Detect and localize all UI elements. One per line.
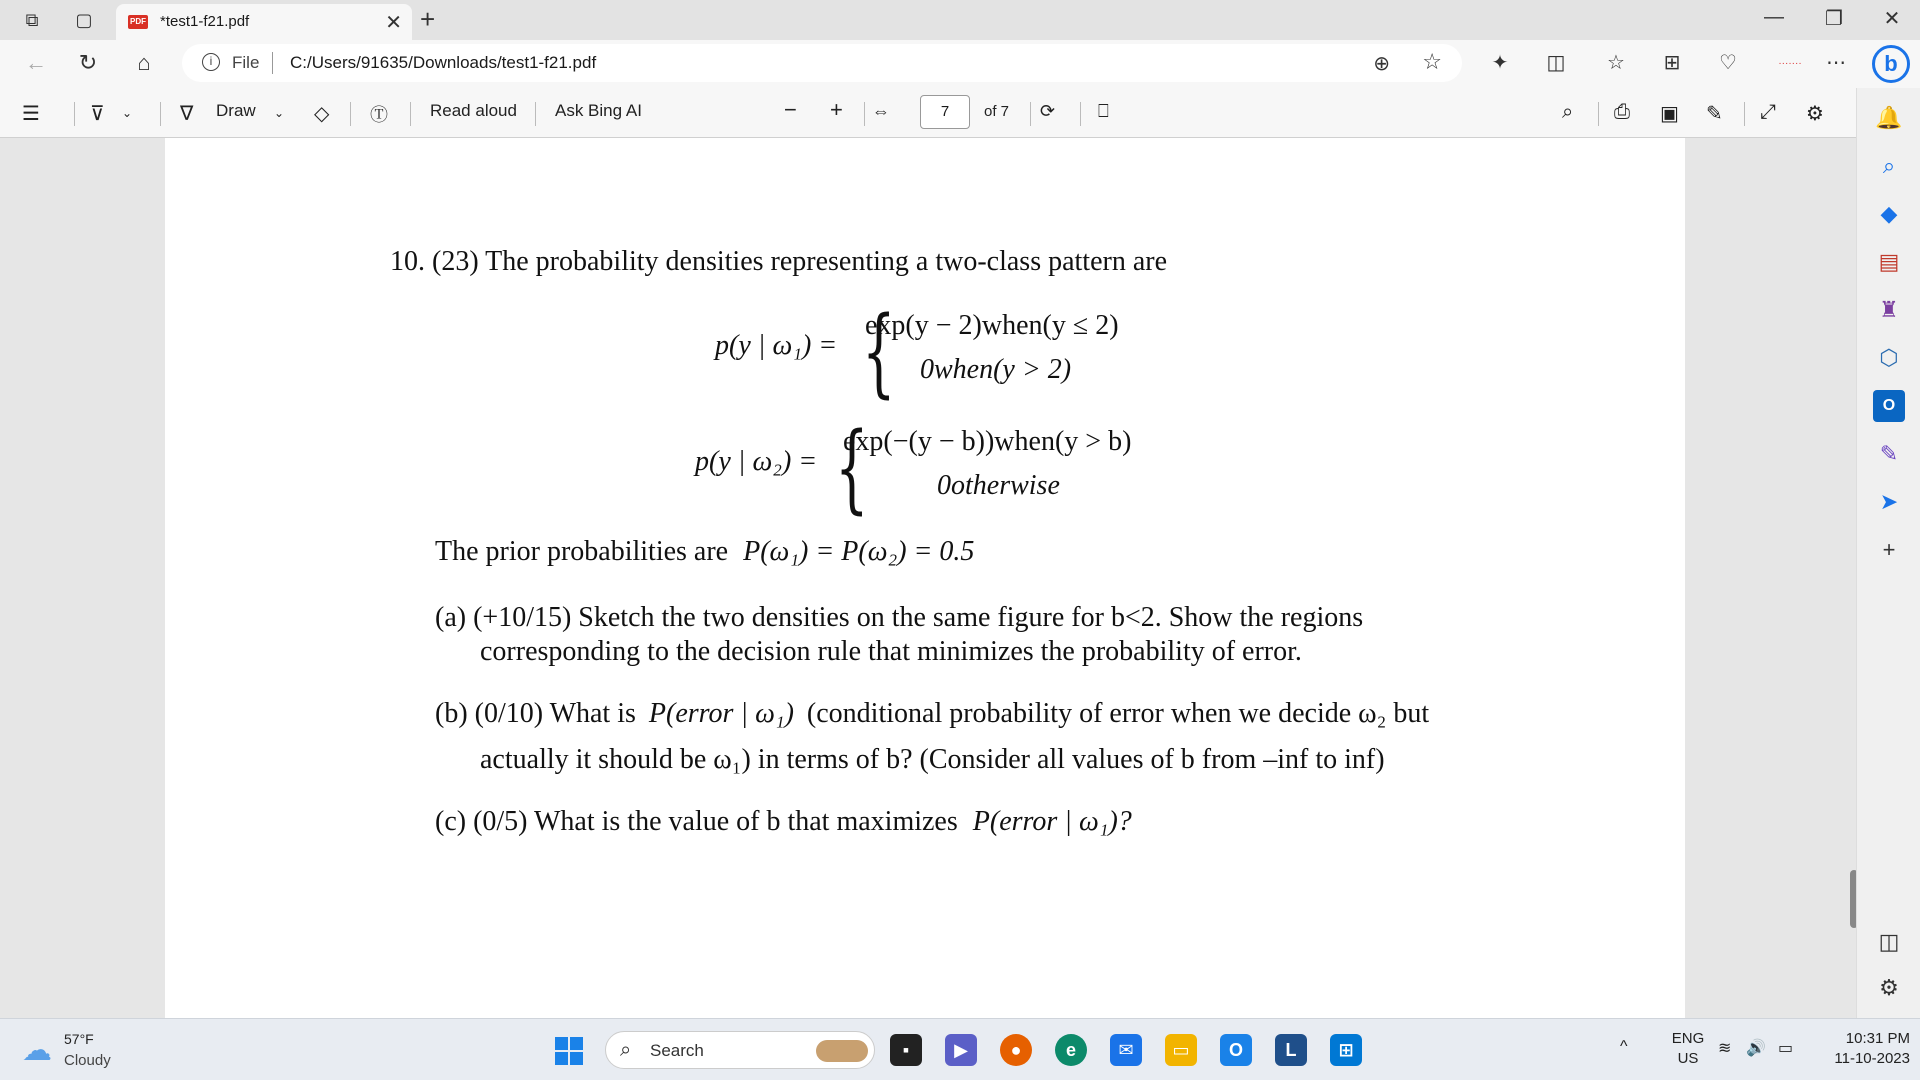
search-icon[interactable]: ⌕	[1562, 101, 1574, 123]
address-row	[0, 40, 1920, 88]
volume-icon[interactable]: 🔊	[1746, 1040, 1766, 1057]
clock-time: 10:31 PM	[1845, 1030, 1910, 1047]
page-view-icon[interactable]: ⎕	[1098, 101, 1109, 121]
pdf-page	[165, 138, 1685, 1018]
language-top: ENG	[1671, 1030, 1705, 1047]
tab-close-icon[interactable]: ✕	[385, 12, 402, 34]
extensions-icon[interactable]: ✦	[1491, 52, 1509, 74]
favorite-star-icon[interactable]: ☆	[1422, 49, 1442, 74]
weather-condition[interactable]: Cloudy	[64, 1052, 111, 1069]
tab-title: *test1-f21.pdf	[160, 13, 250, 30]
pdf-toolbar	[0, 88, 1856, 138]
language-bottom: US	[1677, 1050, 1699, 1067]
battery-icon[interactable]: ▭	[1778, 1040, 1794, 1057]
minimize-icon[interactable]: —	[1764, 6, 1784, 28]
shopping-tag-icon[interactable]: ◆	[1880, 201, 1898, 226]
zoom-in-icon[interactable]: +	[830, 97, 843, 122]
search-icon: ⌕	[620, 1039, 632, 1061]
bing-copilot-icon[interactable]: b	[1872, 45, 1910, 83]
app-o-icon[interactable]: O	[1220, 1034, 1252, 1066]
prior-line	[435, 536, 974, 568]
pdf-file-icon: PDF	[128, 15, 148, 29]
zoom-icon[interactable]: ⊕	[1373, 53, 1390, 75]
eq2-case2: 0otherwise	[937, 470, 1060, 501]
cloud-icon[interactable]: ☁	[22, 1034, 52, 1067]
eq2-brace: {	[835, 412, 869, 524]
part-b-suffix: (conditional probability of error when we decide ω₂ but	[806, 698, 1430, 729]
page-number-input[interactable]: 7	[920, 95, 970, 129]
divider	[535, 102, 536, 126]
collections-icon[interactable]: ⊞	[1663, 52, 1681, 74]
zoom-out-icon[interactable]: −	[784, 97, 797, 122]
windows-start-icon[interactable]	[555, 1037, 583, 1065]
eq1-brace: {	[862, 296, 896, 408]
part-b-math: P(error | ω₁)	[648, 698, 794, 729]
part-c-math: P(error | ω₁)?	[972, 806, 1132, 837]
eraser-icon[interactable]: ◇	[314, 103, 330, 125]
contents-icon[interactable]: ☰	[22, 103, 40, 125]
part-b-line2: actually it should be ω₁) in terms of b? (Consider all values of b from –inf to inf)	[480, 744, 1385, 775]
more-menu-icon[interactable]: ⋯	[1826, 52, 1846, 74]
draw-button[interactable]: Draw	[216, 101, 256, 120]
read-aloud-button[interactable]: Read aloud	[430, 101, 517, 120]
save-as-icon[interactable]: ✎	[1706, 103, 1723, 125]
designer-icon[interactable]: ✎	[1879, 441, 1899, 466]
ask-bing-button[interactable]: Ask Bing AI	[555, 101, 642, 120]
edge-icon[interactable]: e	[1055, 1034, 1087, 1066]
app-l-icon[interactable]: L	[1275, 1034, 1307, 1066]
divider	[1030, 102, 1031, 126]
outlook-icon[interactable]: O	[1873, 390, 1905, 422]
teams-icon[interactable]: ▶	[945, 1034, 977, 1066]
title-bar	[0, 0, 1920, 40]
url-text[interactable]: C:/Users/91635/Downloads/test1-f21.pdf	[290, 53, 597, 72]
refresh-icon[interactable]: ↻	[78, 50, 98, 75]
edge-sidebar	[1856, 88, 1920, 1018]
wifi-icon[interactable]: ≋	[1718, 1040, 1732, 1057]
question-header: 10. (23) The probability densities representing a two-class pattern are	[390, 246, 1168, 277]
part-c-line	[435, 804, 1132, 840]
file-label: File	[232, 53, 260, 72]
divider	[1744, 102, 1745, 126]
send-icon[interactable]: ➤	[1879, 489, 1899, 514]
add-icon[interactable]: +	[1882, 537, 1896, 562]
eq1-lhs: p(y | ω₁) =	[715, 330, 838, 361]
restore-icon[interactable]: ❐	[1825, 8, 1843, 30]
weather-temperature[interactable]: 57°F	[64, 1031, 94, 1047]
rotate-icon[interactable]: ⟳	[1040, 101, 1056, 121]
store-icon[interactable]: ⊞	[1330, 1034, 1362, 1066]
mail-icon[interactable]: ✉	[1110, 1034, 1142, 1066]
part-a-line1: (a) (+10/15) Sketch the two densities on the same figure for b<2. Show the regions	[435, 602, 1364, 633]
divider	[74, 102, 75, 126]
eq2-case1: exp(−(y − b))when(y > b)	[843, 426, 1132, 457]
info-icon[interactable]: i	[202, 53, 220, 71]
home-icon[interactable]: ⌂	[137, 50, 151, 75]
taskbar-search[interactable]	[605, 1031, 875, 1069]
microsoft365-icon[interactable]: ⬡	[1879, 345, 1899, 370]
chevron-up-icon[interactable]: ^	[1620, 1038, 1628, 1055]
document-viewport[interactable]	[0, 138, 1856, 1018]
chevron-down-icon[interactable]: ⌄	[122, 106, 133, 120]
back-icon[interactable]: ←	[25, 50, 47, 75]
search-label: Search	[650, 1041, 704, 1060]
settings-gear-icon[interactable]: ⚙	[1806, 103, 1824, 125]
file-manager-icon[interactable]: ▪	[890, 1034, 922, 1066]
clock[interactable]	[1810, 1029, 1910, 1069]
new-tab-icon[interactable]: +	[420, 4, 436, 34]
language-indicator[interactable]	[1666, 1029, 1710, 1069]
divider	[272, 52, 273, 74]
taskbar	[0, 1018, 1920, 1080]
firefox-icon[interactable]: ●	[1000, 1034, 1032, 1066]
tab-actions-icon[interactable]: ▢	[75, 9, 93, 30]
divider	[864, 102, 865, 126]
chevron-down-icon[interactable]: ⌄	[274, 106, 285, 120]
sidebar-toggle-icon[interactable]: ◫	[1878, 929, 1900, 954]
divider	[1080, 102, 1081, 126]
eq1-case1: exp(y − 2)when(y ≤ 2)	[865, 310, 1119, 341]
text-icon[interactable]: Ⓣ	[370, 105, 388, 125]
profile-icon[interactable]: ·······	[1778, 58, 1802, 69]
favorites-icon[interactable]: ☆	[1607, 52, 1625, 74]
browser-essentials-icon[interactable]: ♡	[1719, 52, 1737, 74]
divider	[1598, 102, 1599, 126]
part-c-prefix: (c) (0/5) What is the value of b that maximizes	[435, 806, 958, 837]
part-b-line1	[435, 696, 1429, 732]
clock-date: 11-10-2023	[1834, 1050, 1910, 1067]
draw-icon[interactable]: ∇	[180, 103, 194, 125]
prior-math: P(ω₁) = P(ω₂) = 0.5	[743, 536, 975, 567]
eq1-case2: 0when(y > 2)	[920, 354, 1072, 385]
prior-text: The prior probabilities are	[435, 536, 729, 567]
tools-icon[interactable]: ▤	[1878, 249, 1900, 274]
window-close-icon[interactable]: ✕	[1883, 8, 1901, 30]
print-icon[interactable]: ⎙	[1614, 101, 1630, 123]
notification-bell-icon[interactable]: 🔔	[1875, 105, 1903, 130]
divider	[350, 102, 351, 126]
address-bar[interactable]	[182, 44, 1462, 82]
expand-icon[interactable]: ⤢	[1760, 101, 1776, 123]
sidebar-settings-icon[interactable]: ⚙	[1879, 975, 1899, 1000]
search-highlight-icon	[816, 1040, 868, 1062]
games-icon[interactable]: ♜	[1879, 297, 1899, 322]
workspaces-icon[interactable]: ⧉	[25, 9, 39, 30]
divider	[160, 102, 161, 126]
save-icon[interactable]: ▣	[1660, 103, 1679, 125]
fit-width-icon[interactable]: ⇔	[872, 101, 890, 121]
highlight-icon[interactable]: ⊽	[90, 103, 105, 125]
split-screen-icon[interactable]: ◫	[1546, 52, 1566, 74]
part-b-prefix: (b) (0/10) What is	[435, 698, 636, 729]
part-a-line2: corresponding to the decision rule that minimizes the probability of error.	[480, 636, 1302, 667]
search-icon[interactable]: ⌕	[1882, 153, 1896, 178]
tab-active[interactable]	[116, 4, 412, 40]
file-explorer-icon[interactable]: ▭	[1165, 1034, 1197, 1066]
divider	[410, 102, 411, 126]
page-total: of 7	[984, 103, 1010, 120]
eq2-lhs: p(y | ω₂) =	[695, 446, 818, 477]
